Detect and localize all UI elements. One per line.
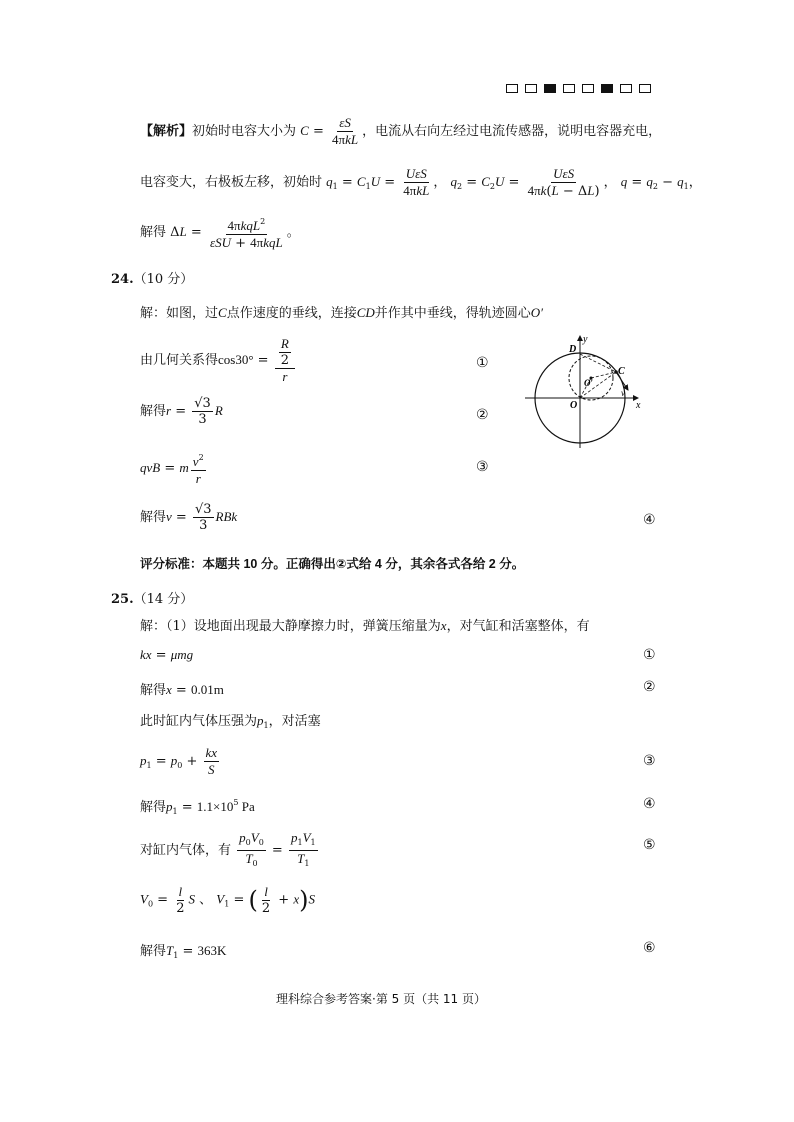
q25-volumes: $V_0$ = $\frac{l}{2}$ S 、 $V_1$ = ( $\frac{l}{2}$ + x)S xyxy=(140,884,315,916)
header-mark xyxy=(620,84,632,93)
q24-eq2: 解得r = $\frac{√3}{3}$ R xyxy=(140,396,223,427)
q24-figure xyxy=(520,330,650,450)
q25-text: 此时缸内气体压强为 xyxy=(140,714,258,729)
q25-eq5: 对缸内气体，有 $\frac{p_0V_0}{T_0}$ = $\frac{p_1V_1}{T_1}$ xyxy=(140,830,316,868)
q24-center-o: O′ xyxy=(530,305,544,320)
label-o: O xyxy=(570,400,578,411)
q25-mark-3: ③ xyxy=(643,753,656,769)
analysis-line-2: 电容变大，右极板左移，初始时 $q_1 = C_1U$ = $\frac{\text{UεS}}{\text{4πkL}}$ ， $q_2 = C_2U$ = $\frac{\text{UεS}}{4\pi k(L - \Delta L)}$ ， $q = q_2 - q_1$， xyxy=(140,166,702,199)
label-d: D xyxy=(569,344,577,355)
q25-eq3: $p_1 = p_0$ + $\frac{kx}{S}$ xyxy=(140,745,218,777)
q24-segment-cd: CD xyxy=(356,305,375,320)
q25-var-x: x xyxy=(440,618,447,633)
q25-sep: 、 xyxy=(199,892,213,908)
header-mark xyxy=(601,84,613,93)
q25-pressure-line: 此时缸内气体压强为$p_1$，对活塞 xyxy=(140,713,321,730)
header-mark xyxy=(506,84,518,93)
q25-header xyxy=(111,588,193,607)
q25-mark-6: ⑥ xyxy=(643,940,656,956)
q24-mark-2: ② xyxy=(476,407,489,423)
q24-mark-4: ④ xyxy=(643,512,656,528)
q24-intro-text: 点作速度的垂线，连接 xyxy=(226,306,357,321)
q24-eq1: 由几何关系得cos30° = $\frac{\frac{R}{2}}{r}$ xyxy=(140,336,297,385)
q25-mark-1: ① xyxy=(643,647,656,663)
label-x: x xyxy=(636,400,641,411)
header-mark xyxy=(582,84,594,93)
label-c: C xyxy=(618,366,625,377)
q25-eq-label: 解得 xyxy=(140,800,167,815)
q25-text: ，对活塞 xyxy=(268,714,321,729)
q24-intro-text: 并作其中垂线，得轨迹圆心 xyxy=(374,306,531,321)
q25-eq1: kx = μmg xyxy=(140,647,194,663)
analysis-text: 电容变大，右极板左移，初始时 xyxy=(140,175,323,190)
q25-mark-2: ② xyxy=(643,679,656,695)
q24-eq-label: 解得 xyxy=(140,404,167,419)
q25-intro-text: ，对气缸和活塞整体，有 xyxy=(446,619,590,634)
header-mark xyxy=(525,84,537,93)
q25-score: （14 分） xyxy=(133,592,194,607)
q25-eq-label: 解得 xyxy=(140,683,167,698)
q25-mark-4: ④ xyxy=(643,796,656,812)
q24-score: （10 分） xyxy=(133,272,194,287)
q25-number: 25. xyxy=(111,592,134,607)
q25-eq-label: 解得 xyxy=(140,944,167,959)
q24-grading: 评分标准：本题共 10 分。正确得出②式给 4 分，其余各式各给 2 分。 xyxy=(140,557,525,571)
analysis-tag: 【解析】 xyxy=(140,123,193,138)
header-marks xyxy=(506,84,651,93)
q24-eq-label: 解得 xyxy=(140,510,167,525)
label-y: y xyxy=(583,334,588,345)
analysis-text: 解得 xyxy=(140,225,167,240)
q24-intro-text: 解：如图，过 xyxy=(140,306,219,321)
q24-mark-3: ③ xyxy=(476,459,489,475)
q25-intro-text: 解：（1）设地面出现最大静摩擦力时，弹簧压缩量为 xyxy=(140,619,441,634)
q25-eq6: 解得$T_1 = 363K$ xyxy=(140,943,227,960)
label-o-prime: O′ xyxy=(584,378,594,388)
header-mark xyxy=(639,84,651,93)
label-v: v xyxy=(621,388,625,398)
q25-mark-5: ⑤ xyxy=(643,837,656,853)
analysis-text: ，电流从右向左经过电流传感器，说明电容器充电， xyxy=(362,124,662,139)
q25-eq-label: 对缸内气体，有 xyxy=(140,843,232,858)
page-footer: 理科综合参考答案·第 5 页（共 11 页） xyxy=(276,992,486,1006)
analysis-line-3: 解得 ΔL = $\frac{4\pi kqL^2}{\text{εSU + 4πkqL}}$ 。 xyxy=(140,214,300,251)
q24-intro xyxy=(140,302,543,321)
radius-o-prime-c xyxy=(591,372,616,378)
q24-eq-label: 由几何关系得 xyxy=(140,353,219,368)
q24-point-c: C xyxy=(218,305,227,320)
q24-number: 24. xyxy=(111,272,134,287)
header-mark xyxy=(544,84,556,93)
q24-eq4: 解得v = $\frac{√3}{3}$ RBk xyxy=(140,502,238,533)
q25-eq2: 解得x = 0.01m xyxy=(140,682,224,698)
analysis-line-1: 【解析】初始时电容大小为 C = $\frac{\varepsilon S}{\text{4πkL}}$ ，电流从右向左经过电流传感器，说明电容器充电， xyxy=(140,115,662,147)
q25-eq4: 解得$p_1 = 1.1\times 10^5$ Pa xyxy=(140,798,255,816)
q24-eq3: qvB = m $\frac{v^2}{r}$ xyxy=(140,450,208,487)
header-mark xyxy=(563,84,575,93)
q24-mark-1: ① xyxy=(476,355,489,371)
q24-header xyxy=(111,268,193,287)
q25-intro xyxy=(140,615,590,634)
analysis-text: 初始时电容大小为 xyxy=(192,124,297,139)
